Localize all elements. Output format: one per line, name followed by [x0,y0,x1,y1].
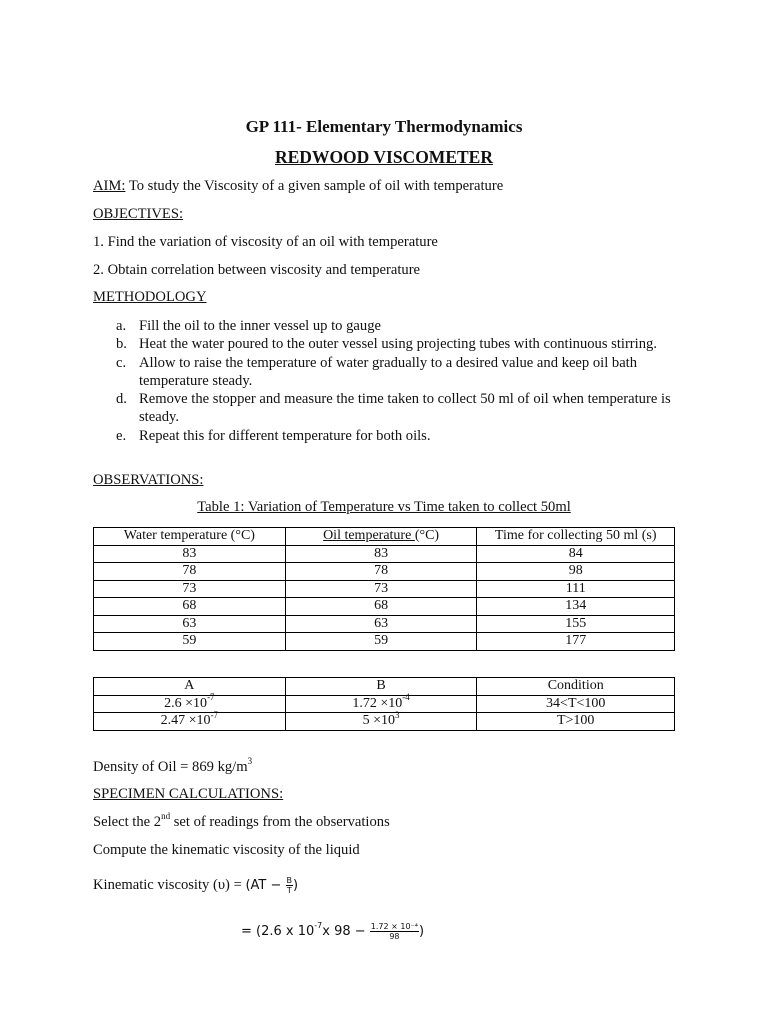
value-base: 1.72 ×10 [352,695,403,711]
list-item [116,390,676,427]
table-cell: T>100 [477,713,675,731]
calc-exponent: -7 [314,920,323,930]
formula-label: Kinematic viscosity (υ) = [93,876,246,893]
value-exponent: -7 [210,709,219,720]
table-row [94,580,675,598]
table-cell: 63 [285,615,477,633]
table-cell [94,709,286,731]
observations-heading: OBSERVATIONS: [93,472,204,488]
list-item [116,335,676,353]
ordinal-suffix: nd [161,811,171,822]
value-exponent: -4 [402,692,410,703]
table-cell: 177 [477,633,675,651]
aim-label: AIM: [93,178,126,194]
objectives-heading: OBJECTIVES: [93,206,183,222]
select-text: Select the 2 [93,814,162,830]
formula-line [93,876,298,895]
formula-close: ) [293,877,299,893]
methodology-heading: METHODOLOGY [93,289,207,305]
calc-expression-mid: x 98 − [322,923,370,939]
table-header-row [94,528,675,546]
table-cell: 34<T<100 [477,695,675,713]
list-marker: c. [116,354,127,371]
course-title: GP 111- Elementary Thermodynamics [245,117,523,136]
table-cell: 59 [285,633,477,651]
calculation-line [241,922,424,941]
value-exponent: -7 [207,692,215,703]
table-cell: 83 [285,545,477,563]
table-cell: 59 [94,633,286,651]
table-cell [285,709,477,731]
table-row [94,695,675,713]
calc-expression: = (2.6 x 10 [241,923,315,939]
header-part: (°C) [414,528,440,544]
table-row [94,633,675,651]
calc-fraction [370,922,419,941]
column-header: A [94,678,286,696]
value-base: 5 ×10 [362,713,396,729]
temperature-time-table [93,527,675,651]
specimen-heading: SPECIMEN CALCULATIONS: [93,786,284,802]
list-item-text: Fill the oil to the inner vessel up to gauge [139,318,381,334]
table-row [94,615,675,633]
density-exponent: 3 [247,756,253,767]
table-cell: 63 [94,615,286,633]
aim-line [93,178,503,195]
table-cell: 134 [477,598,675,616]
list-item [116,427,676,445]
list-item [116,354,676,391]
aim-text: To study the Viscosity of a given sample of oil with temperature [125,178,504,194]
list-marker: b. [116,336,127,353]
table-cell [94,692,286,713]
methodology-list [116,317,676,445]
table-header-row [94,678,675,696]
fraction-denominator: T [286,886,292,895]
table-cell: 84 [477,545,675,563]
column-header [285,528,477,546]
table-cell: 155 [477,615,675,633]
table-cell: 83 [94,545,286,563]
table-row [94,713,675,731]
constants-table [93,677,675,731]
list-marker: d. [116,391,127,408]
table-row [94,598,675,616]
column-header: B [285,678,477,696]
select-line [93,811,390,831]
calc-close: ) [419,923,425,939]
column-header: Water temperature (°C) [94,528,286,546]
column-header: Condition [477,678,675,696]
density-line [93,756,253,776]
table1-caption: Table 1: Variation of Temperature vs Time taken to collect 50ml [197,499,571,515]
table-row [94,563,675,581]
table-cell [285,692,477,713]
list-marker: a. [116,318,127,334]
table-cell: 111 [477,580,675,598]
page-title: REDWOOD VISCOMETER [275,147,493,167]
list-item-text: Remove the stopper and measure the time taken to collect 50 ml of oil when temperature is steady. [139,391,671,426]
list-item-text: Heat the water poured to the outer vessel using projecting tubes with continuous stirring. [139,336,657,353]
table-cell: 73 [285,580,477,598]
table-row [94,545,675,563]
objective-item: 2. Obtain correlation between viscosity and temperature [93,262,421,278]
table-cell: 73 [94,580,286,598]
formula-expression: (AT − [245,877,286,893]
header-part: Oil [323,528,341,544]
list-item [116,317,676,335]
compute-line: Compute the kinematic viscosity of the liquid [93,842,360,858]
value-base: 2.47 ×10 [160,713,211,729]
table-cell: 78 [285,563,477,581]
table-cell: 68 [94,598,286,616]
list-marker: e. [116,427,127,444]
value-exponent: 3 [395,709,400,720]
formula-fraction [286,876,294,895]
table-cell: 98 [477,563,675,581]
density-text: Density of Oil = 869 kg/m [93,759,248,775]
value-base: 2.6 ×10 [164,695,208,711]
list-item-text: Repeat this for different temperature for both oils. [139,427,431,444]
fraction-numerator: B [286,876,293,885]
objective-item: 1. Find the variation of viscosity of an oil with temperature [93,234,438,250]
fraction-denominator: 98 [389,932,400,941]
header-part: temperature [340,528,415,544]
table-cell: 78 [94,563,286,581]
select-text-rest: set of readings from the observations [170,814,390,830]
fraction-numerator: 1.72 × 10⁻⁴ [370,922,419,931]
column-header: Time for collecting 50 ml (s) [477,528,675,546]
list-item-text: Allow to raise the temperature of water gradually to a desired value and keep oil bath temperature steady. [139,354,638,389]
table-cell: 68 [285,598,477,616]
